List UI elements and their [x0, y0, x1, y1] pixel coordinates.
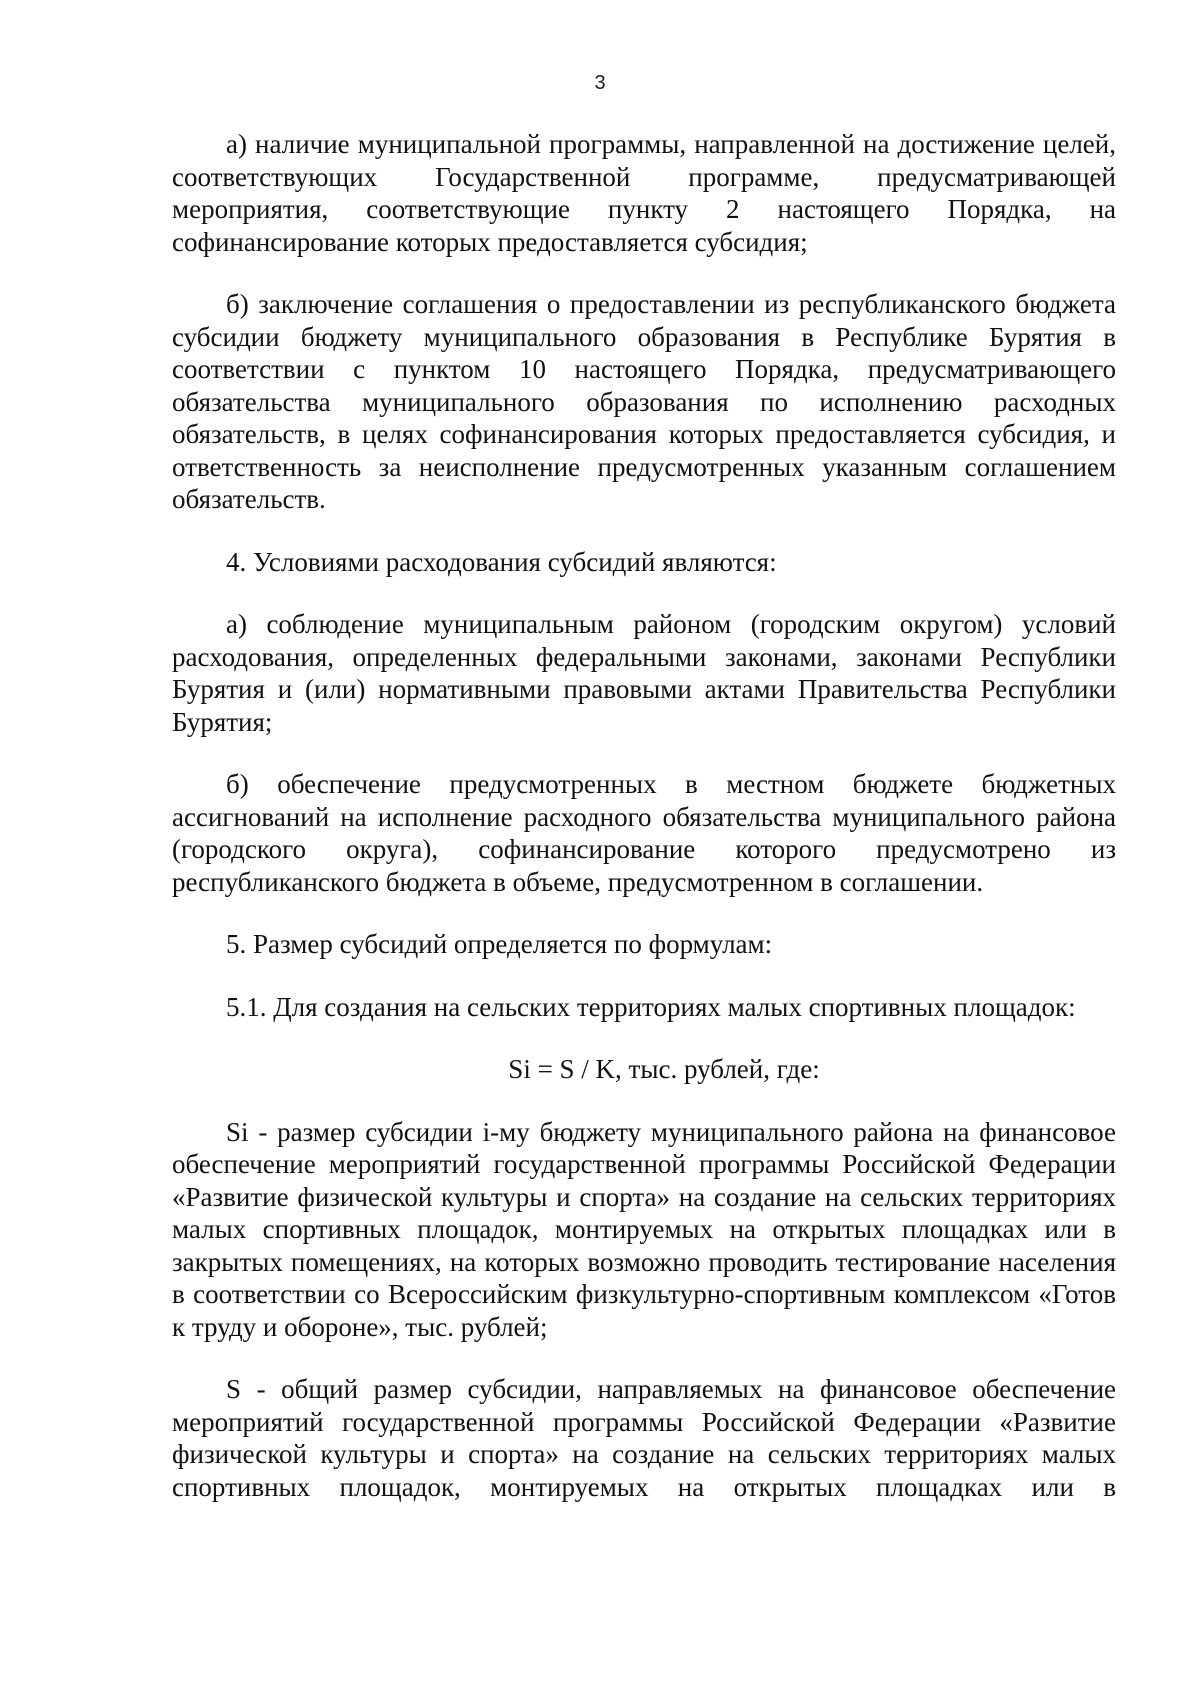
paragraph-3a: а) наличие муниципальной программы, направленной на достижение целей, соответствующих Государственной программе, предусматривающей мероприятия, соответствующие пункту 2 настоящего Порядка, на софинансирование которых предоставляется субсидия;	[172, 129, 1116, 257]
paragraph-4b: б) обеспечение предусмотренных в местном бюджете бюджетных ассигнований на исполнение расходного обязательства муниципального района (городского округа), софинансирование которого предусмотрено из республиканского бюджета в объеме, предусмотренном в соглашении.	[172, 769, 1116, 897]
paragraph-4a: а) соблюдение муниципальным районом (городским округом) условий расходования, определенных федеральными законами, законами Республики Бурятия и (или) нормативными правовыми актами Правительства Республики Бурятия;	[172, 609, 1116, 737]
page-number: 3	[594, 72, 606, 94]
paragraph-5-1: 5.1. Для создания на сельских территориях малых спортивных площадок:	[226, 991, 1076, 1022]
document-body	[172, 128, 1116, 1533]
definition-si: Si - размер субсидии i-му бюджету муниципального района на финансовое обеспечение мероприятий государственной программы Российской Федерации «Развитие физической культуры и спорта» на создание на сельских территориях малых спортивных площадок, монтируемых на открытых площадках или в закрытых помещениях, на которых возможно проводить тестирование населения в соответствии со Всероссийским физкультурно-спортивным комплексом «Готов к труду и обороне», тыс. рублей;	[172, 1116, 1116, 1342]
paragraph-3b: б) заключение соглашения о предоставлении из республиканского бюджета субсидии бюджету муниципального образования в Республике Бурятия в соответствии с пунктом 10 настоящего Порядка, предусматривающего обязательства муниципального образования по исполнению расходных обязательств, в целях софинансирования которых предоставляется субсидия, и ответственность за неисполнение предусмотренных указанным соглашением обязательств.	[172, 289, 1116, 514]
formula: Si = S / K, тыс. рублей, где:	[508, 1054, 820, 1084]
paragraph-4-heading: 4. Условиями расходования субсидий являются:	[226, 546, 777, 577]
definition-s: S - общий размер субсидии, направляемых на финансовое обеспечение мероприятий государственной программы Российской Федерации «Развитие физической культуры и спорта» на создание на сельских территориях малых спортивных площадок, монтируемых на открытых площадках или в	[172, 1374, 1116, 1502]
paragraph-5-heading: 5. Размер субсидий определяется по формулам:	[226, 929, 773, 959]
